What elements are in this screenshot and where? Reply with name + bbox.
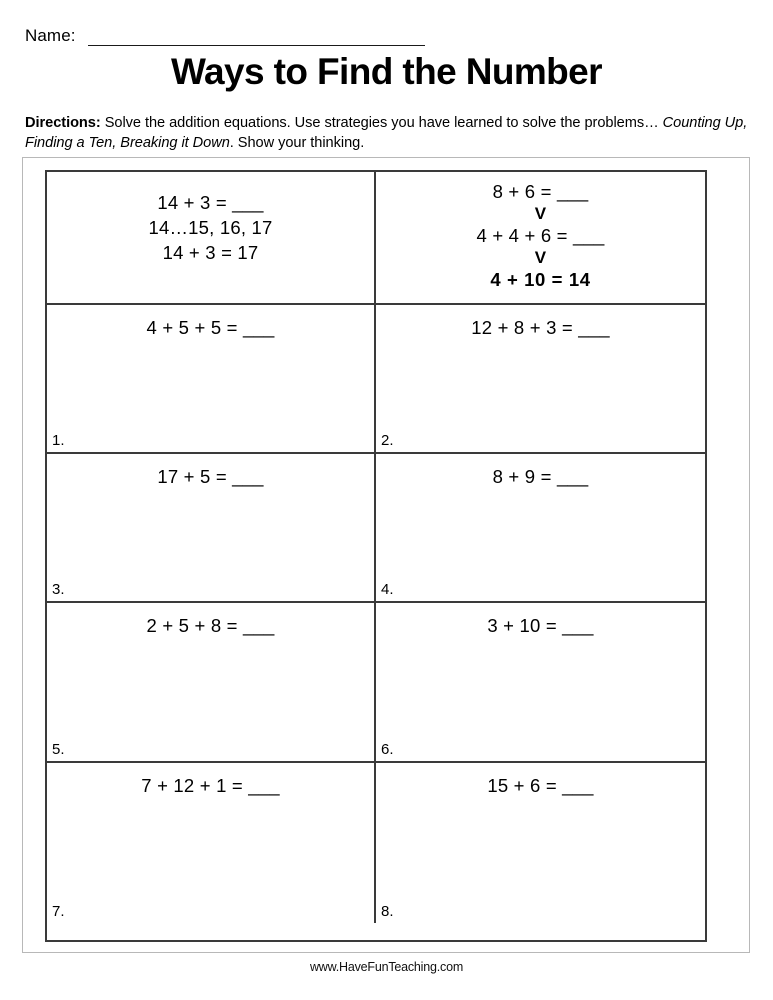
page-title: Ways to Find the Number [171,51,602,92]
problem-number: 8. [381,903,394,920]
problem-row [47,603,705,763]
problem-row [47,763,705,923]
footer-website: www.HaveFunTeaching.com [309,960,464,974]
problem-equation: 17 + 5 = ___ [157,466,264,487]
name-label: Name: [25,26,76,45]
problem-number: 1. [52,432,65,449]
example-cell-breaking-it-down [376,172,705,303]
problem-number: 3. [52,581,65,598]
example-line: 14…15, 16, 17 [148,217,273,238]
example-cell-counting-up [47,172,376,303]
problem-number: 4. [381,581,394,598]
problem-cell[interactable] [47,603,376,761]
example-lines-right [376,172,705,292]
problem-cell[interactable] [376,603,705,761]
example-line: 8 + 6 = ___ [492,181,589,202]
problem-equation: 12 + 8 + 3 = ___ [471,317,610,338]
down-arrow-glyph: V [534,248,547,267]
example-lines-left [47,172,374,265]
directions-label: Directions: [25,115,101,131]
problem-cell[interactable] [47,305,376,452]
name-row [25,20,425,46]
problem-equation: 7 + 12 + 1 = ___ [141,775,280,796]
problem-row [47,454,705,603]
problem-equation: 8 + 9 = ___ [492,466,589,487]
problem-equation: 2 + 5 + 8 = ___ [146,615,275,636]
problem-equation: 4 + 5 + 5 = ___ [146,317,275,338]
example-line: 14 + 3 = ___ [157,192,264,213]
problem-cell[interactable] [376,763,705,923]
directions-text-before: Solve the addition equations. Use strategies you have learned to solve the problems… [100,115,663,131]
name-write-in-line[interactable] [88,30,425,46]
problem-cell[interactable] [47,763,376,923]
directions-text-after: . Show your thinking. [229,135,365,151]
directions [25,113,749,153]
problem-cell[interactable] [47,454,376,601]
problem-cell[interactable] [376,305,705,452]
directions-strategies: Counting Up, Finding a Ten, Breaking it Down [25,115,748,151]
worksheet-grid [45,170,707,942]
example-line: 14 + 3 = 17 [162,242,259,263]
example-line-result: 4 + 10 = 14 [490,269,591,290]
example-row [47,172,705,305]
problem-number: 7. [52,903,65,920]
problem-number: 5. [52,741,65,758]
problem-row [47,305,705,454]
problem-equation: 3 + 10 = ___ [487,615,594,636]
problem-number: 6. [381,741,394,758]
problem-cell[interactable] [376,454,705,601]
problem-number: 2. [381,432,394,449]
down-arrow-glyph: V [534,204,547,223]
problem-equation: 15 + 6 = ___ [487,775,594,796]
example-line: 4 + 4 + 6 = ___ [476,225,605,246]
